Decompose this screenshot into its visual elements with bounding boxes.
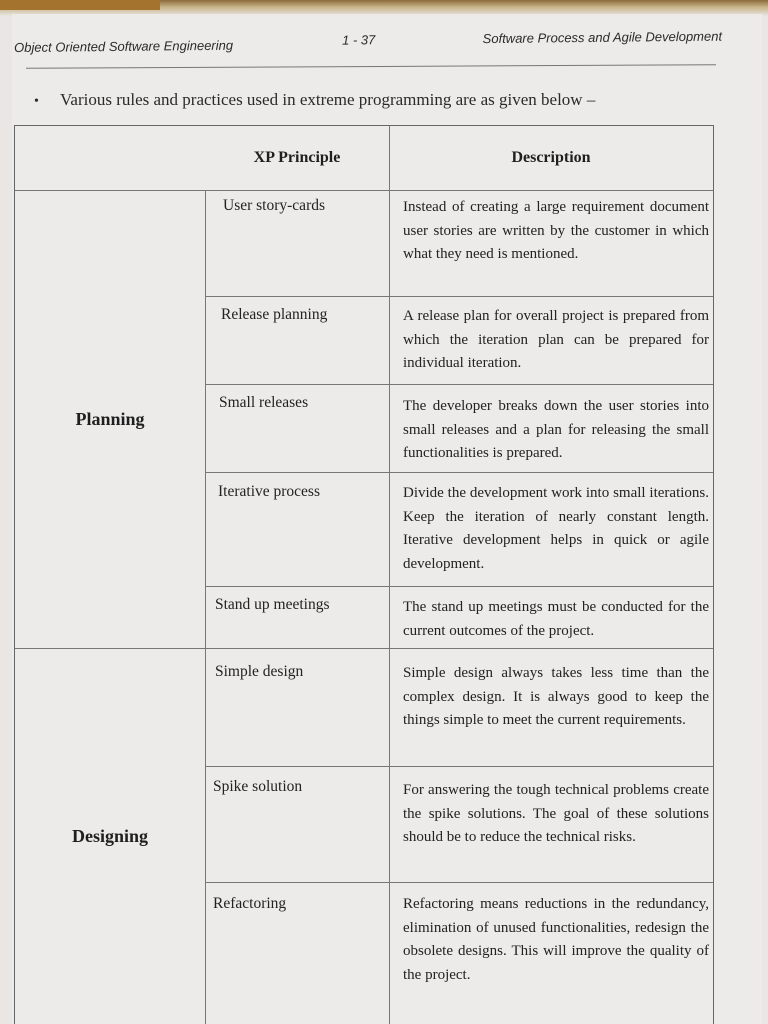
- group-label-planning: Planning: [75, 408, 145, 429]
- description-iterative-process: Divide the development work into small iterations. Keep the iteration of nearly constant length. Iterative development helps in quick or agile development.: [403, 485, 709, 572]
- page-number: 1 - 37: [341, 32, 376, 48]
- description-simple-design: Simple design always takes less time than the complex design. It is always good to keep the things simple to meet the current requirements.: [403, 665, 709, 728]
- description-release-planning: A release plan for overall project is prepared from which the iteration plan can be prepared for individual iteration.: [403, 308, 709, 371]
- row-rule: [205, 384, 713, 385]
- column-divider-group: [205, 190, 206, 1024]
- principle-small-releases: Small releases: [219, 394, 309, 411]
- principle-refactoring: Refactoring: [213, 895, 287, 912]
- principle-stand-up-meetings: Stand up meetings: [215, 596, 330, 613]
- column-header-description: Description: [511, 149, 591, 166]
- principle-simple-design: Simple design: [215, 663, 304, 680]
- xp-principles-table: [14, 125, 714, 1024]
- row-rule: [205, 586, 713, 587]
- intro-paragraph: [34, 90, 595, 110]
- principle-iterative-process: Iterative process: [218, 483, 320, 500]
- bullet-icon: •: [34, 94, 39, 109]
- principle-spike-solution: Spike solution: [213, 778, 303, 795]
- principle-release-planning: Release planning: [221, 306, 328, 323]
- row-rule: [205, 882, 713, 883]
- group-label-designing: Designing: [71, 825, 149, 846]
- row-rule: [205, 296, 713, 297]
- intro-text: Various rules and practices used in extreme programming are as given below –: [60, 90, 596, 109]
- description-stand-up-meetings: The stand up meetings must be conducted for the current outcomes of the project.: [403, 599, 709, 639]
- row-rule: [205, 766, 713, 767]
- description-small-releases: The developer breaks down the user stories into small releases and a plan for releasing the small functionalities is prepared.: [403, 398, 709, 461]
- column-divider-description: [389, 126, 390, 1024]
- description-refactoring: Refactoring means reductions in the redundancy, elimination of unused functionalities, redesign the obsolete designs. This will improve the quality of the project.: [403, 896, 709, 983]
- row-rule: [205, 472, 713, 473]
- book-title: Object Oriented Software Engineering: [14, 37, 234, 55]
- column-header-principle: XP Principle: [253, 149, 341, 166]
- page-edge-dark: [0, 0, 160, 10]
- principle-user-story-cards: User story-cards: [223, 197, 326, 214]
- description-spike-solution: For answering the tough technical problems create the spike solutions. The goal of these solutions should be to reduce the technical risks.: [403, 782, 709, 845]
- description-user-story-cards: Instead of creating a large requirement document user stories are written by the customer in which what they need is mentioned.: [403, 199, 709, 262]
- chapter-title: Software Process and Agile Development: [482, 28, 723, 47]
